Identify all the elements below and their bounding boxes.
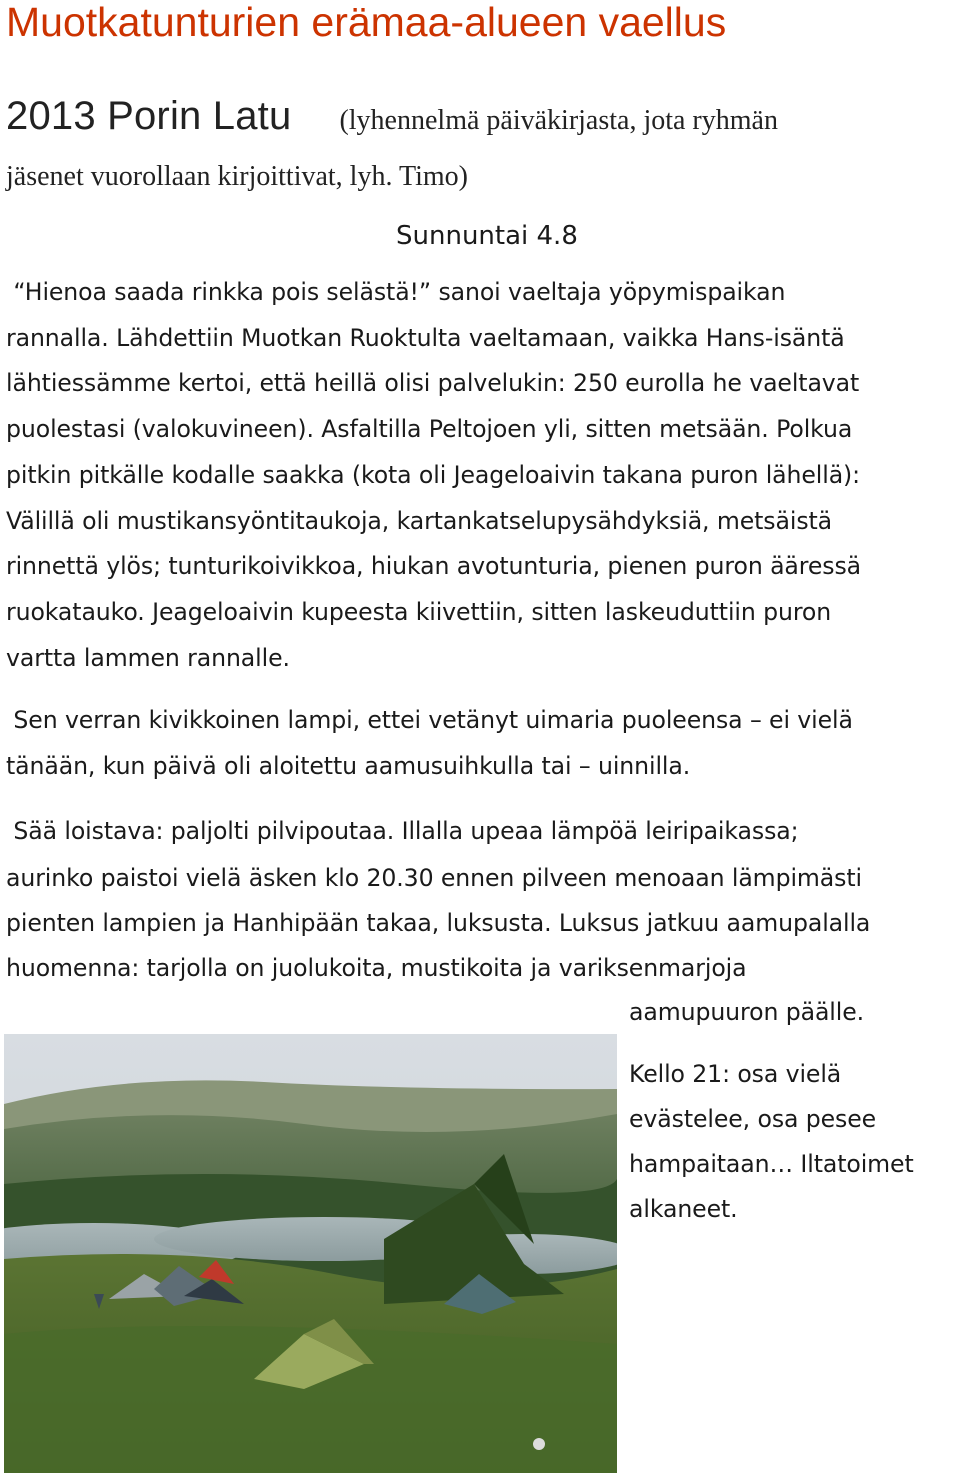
caption-line: alkaneet. xyxy=(629,1195,738,1223)
campsite-photo xyxy=(4,1034,617,1473)
subtitle-note-1: (lyhennelmä päiväkirjasta, jota ryhmän xyxy=(339,105,778,136)
text-line: puolestasi (valokuvineen). Asfaltilla Peltojoen yli, sitten metsään. Polkua xyxy=(6,415,853,443)
text-line: tänään, kun päivä oli aloitettu aamusuihkulla tai – uinnilla. xyxy=(6,752,691,780)
text-line: vartta lammen rannalle. xyxy=(6,644,290,672)
text-line: ruokatauko. Jeageloaivin kupeesta kiivettiin, sitten laskeuduttiin puron xyxy=(6,598,832,626)
text-line: Sää loistava: paljolti pilvipoutaa. Illalla upeaa lämpöä leiripaikassa; xyxy=(6,817,799,845)
text-line: rannalla. Lähdettiin Muotkan Ruoktulta vaeltamaan, vaikka Hans-isäntä xyxy=(6,324,845,352)
text-line: Välillä oli mustikansyöntitaukoja, kartankatselupysähdyksiä, metsäistä xyxy=(6,507,833,535)
text-line: pitkin pitkälle kodalle saakka (kota oli Jeageloaivin takana puron lähellä): xyxy=(6,461,861,489)
text-line: rinnettä ylös; tunturikoivikkoa, hiukan avotunturia, pienen puron ääressä xyxy=(6,552,862,580)
caption-line: Kello 21: osa vielä xyxy=(629,1060,842,1088)
subtitle xyxy=(6,88,956,205)
page-title: Muotkatunturien erämaa-alueen vaellus xyxy=(6,0,727,45)
text-line: huomenna: tarjolla on juolukoita, mustikoita ja variksenmarjoja xyxy=(6,954,747,982)
caption-line: hampaitaan… Iltatoimet xyxy=(629,1150,914,1178)
subtitle-org: 2013 Porin Latu xyxy=(6,94,292,138)
subtitle-note-2: jäsenet vuorollaan kirjoittivat, lyh. Timo) xyxy=(6,161,468,192)
text-line: Sen verran kivikkoinen lampi, ettei vetänyt uimaria puoleensa – ei vielä xyxy=(6,706,853,734)
text-line: pienten lampien ja Hanhipään takaa, luksusta. Luksus jatkuu aamupalalla xyxy=(6,909,871,937)
text-line: “Hienoa saada rinkka pois selästä!” sanoi vaeltaja yöpymispaikan xyxy=(6,278,786,306)
text-line: lähtiessämme kertoi, että heillä olisi palvelukin: 250 eurolla he vaeltavat xyxy=(6,369,860,397)
text-line: aurinko paistoi vielä äsken klo 20.30 ennen pilveen menoaan lämpimästi xyxy=(6,864,862,892)
date-heading: Sunnuntai 4.8 xyxy=(396,221,578,251)
text-line: aamupuuron päälle. xyxy=(629,998,865,1026)
caption-line: evästelee, osa pesee xyxy=(629,1105,877,1133)
